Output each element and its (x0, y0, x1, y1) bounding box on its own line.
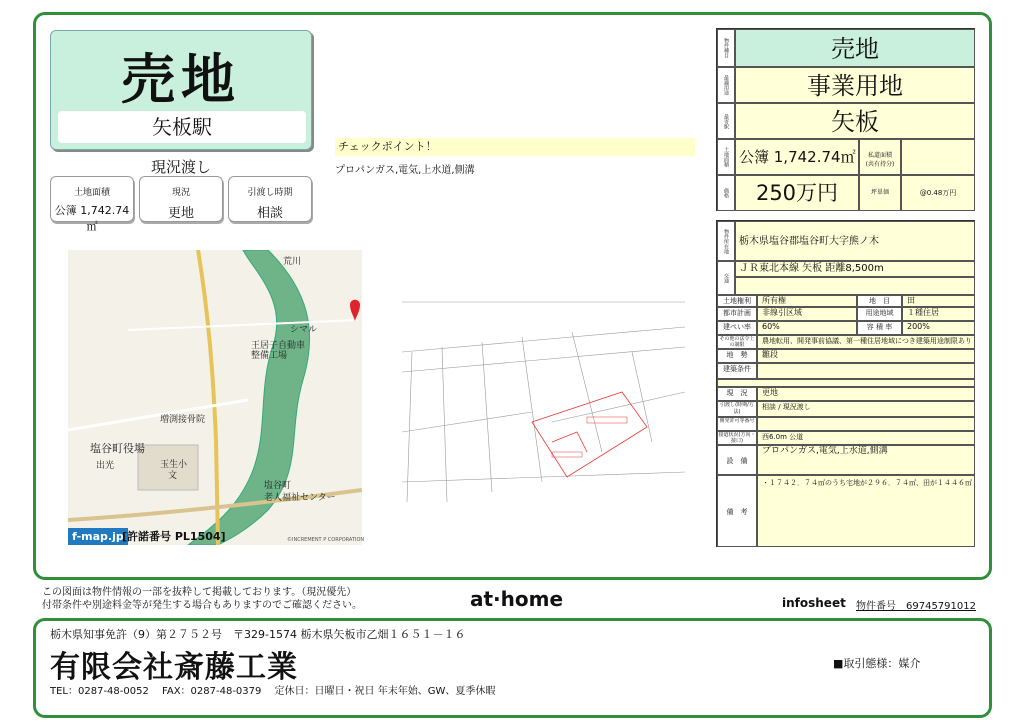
plot-plan-drawing (402, 292, 685, 502)
value-road: 西6.0m 公道 (757, 431, 975, 445)
handover-time-box (228, 176, 312, 222)
value-traffic: ＪＲ東北本線 矢板 距離8,500m (735, 261, 975, 277)
label-area: 土地面積 (717, 139, 735, 175)
label-road: 接道状況(方向・接口) (718, 432, 756, 444)
value-type: 売地 (735, 29, 975, 67)
private-road-sub-text: (共有持分) (865, 161, 895, 168)
label-coverage: 建ぺい率 (717, 321, 757, 335)
land-area-value: 公簿 1,742.74㎡ (54, 204, 130, 233)
map-label-shimaru: シマル (290, 325, 318, 335)
infosheet-label: infosheet (782, 596, 846, 610)
handover-time-value: 相談 (256, 206, 283, 221)
value-coverage: 60% (757, 321, 857, 335)
map-label-garage2: 整備工場 (251, 351, 288, 361)
private-road-value (901, 139, 975, 175)
checkpoint-text: プロパンガス,電気,上水道,側溝 (335, 165, 475, 176)
transaction-type: ■取引態様：媒介 (833, 657, 921, 670)
map-label-school-mark: 文 (168, 471, 178, 481)
value-terrain: 雛段 (757, 349, 975, 363)
label-use: 最適用途 (717, 67, 735, 103)
detail-table (716, 220, 975, 547)
land-area-label: 土地面積 (73, 188, 110, 198)
private-road-label-text: 私道面積 (867, 152, 892, 159)
value-other-restrictions: 農地転用、開発事前協議、第一種住居地域につき建築用途制限あり (757, 335, 975, 349)
property-number: 物件番号 69745791012 (856, 601, 976, 612)
tsubo-value: @0.48万円 (901, 175, 975, 211)
handover-status: 現況渡し (150, 158, 211, 176)
value-rights: 所有権 (757, 295, 857, 307)
map-label-idemitsu: 出光 (96, 461, 115, 471)
disclaimer (42, 586, 362, 612)
label-chimoku: 地 目 (857, 295, 902, 307)
value-dev-permit (757, 417, 975, 431)
traffic-blank (735, 277, 975, 295)
blank-row (717, 379, 975, 387)
label-remarks: 備 考 (717, 475, 757, 547)
label-address: 物件所在地 (717, 221, 735, 261)
label-zoning: 用途地域 (857, 307, 902, 321)
athome-logo: at·home (470, 587, 564, 611)
disclaimer-line-2: 付帯条件や別途料金等が発生する場合もありますのでご確認ください。 (42, 600, 362, 611)
map-label-town-office: 塩谷町役場 (90, 442, 145, 455)
value-zoning: １種住居 (902, 307, 975, 321)
label-facility: 設 備 (717, 445, 757, 475)
fmap-brand: f-map.jp (68, 528, 128, 545)
summary-table (716, 28, 975, 211)
label-build-condition: 建築条件 (717, 363, 757, 379)
value-city-plan: 非線引区域 (757, 307, 857, 321)
value-build-condition (757, 363, 975, 379)
label-current: 現 況 (717, 387, 757, 401)
label-dev-permit: 開発許可等番号 (717, 417, 757, 431)
label-type: 物件種目 (717, 29, 735, 67)
checkpoint-title: チェックポイント！ (335, 138, 695, 156)
value-price: 250万円 (735, 175, 859, 211)
current-state-box (139, 176, 223, 222)
value-current: 更地 (757, 387, 975, 401)
handover-time-label: 引渡し時期 (247, 188, 293, 198)
label-terrain: 地 勢 (717, 349, 757, 363)
value-station: 矢板 (735, 103, 975, 139)
location-map[interactable] (68, 250, 365, 545)
label-far: 容 積 率 (857, 321, 902, 335)
value-facility: プロパンガス,電気,上水道,側溝 (757, 445, 975, 475)
label-handover: 引渡し(時期/方法) (717, 401, 757, 417)
value-address: 栃木県塩谷郡塩谷町大字熊ノ木 (735, 221, 975, 261)
value-use: 事業用地 (735, 67, 975, 103)
map-permit: [許諾番号 PL1504] (122, 530, 226, 543)
value-chimoku: 田 (902, 295, 975, 307)
map-label-arakawa: 荒川 (283, 257, 302, 267)
value-far: 200% (902, 321, 975, 335)
title-box (50, 30, 312, 150)
disclaimer-line-1: この図面は物件情報の一部を抜粋して掲載しております。（現況優先） (42, 587, 357, 598)
station-title: 矢板駅 (58, 111, 306, 143)
map-label-school: 玉生小 (160, 460, 188, 470)
label-price: 価格 (717, 175, 735, 211)
value-remarks: ・１７４２．７４㎡のうち宅地が２９６．７４㎡、田が１４４６㎡ (757, 475, 975, 547)
label-rights: 土地権利 (717, 295, 757, 307)
label-city-plan: 都市計画 (717, 307, 757, 321)
company-name: 有限会社斎藤工業 (50, 650, 298, 685)
land-area-box (50, 176, 134, 233)
map-label-garage: 王居子自動車 (251, 341, 306, 351)
property-type-title: 売地 (121, 48, 241, 111)
value-area: 公簿 1,742.74㎡ (735, 139, 859, 175)
map-copyright: ©INCREMENT P CORPORATION (287, 537, 365, 543)
label-station: 最寄駅 (717, 103, 735, 139)
value-handover: 相談 / 現況渡し (757, 401, 975, 417)
plot-plan (402, 292, 685, 502)
label-traffic: 交通 (717, 261, 735, 295)
current-state-value: 更地 (167, 206, 194, 221)
company-contact: TEL：0287-48-0052 FAX：0287-48-0379 定休日：日曜日・祝日 年末年始、GW、夏季休暇 (50, 686, 496, 697)
map-label-shioya: 塩谷町 (264, 481, 292, 491)
current-state-label: 現況 (171, 188, 190, 198)
map-label-clinic: 増渕接骨院 (160, 415, 206, 425)
private-road-label (859, 139, 901, 175)
map-label-senior-center: 老人福祉センター (264, 493, 336, 503)
label-other-restrictions: その他の法令上の制限 (717, 335, 757, 349)
company-license: 栃木県知事免許（9）第２７５２号 〒329-1574 栃木県矢板市乙畑１６５１－１６ (50, 628, 466, 641)
tsubo-label: 坪単価 (859, 175, 901, 211)
